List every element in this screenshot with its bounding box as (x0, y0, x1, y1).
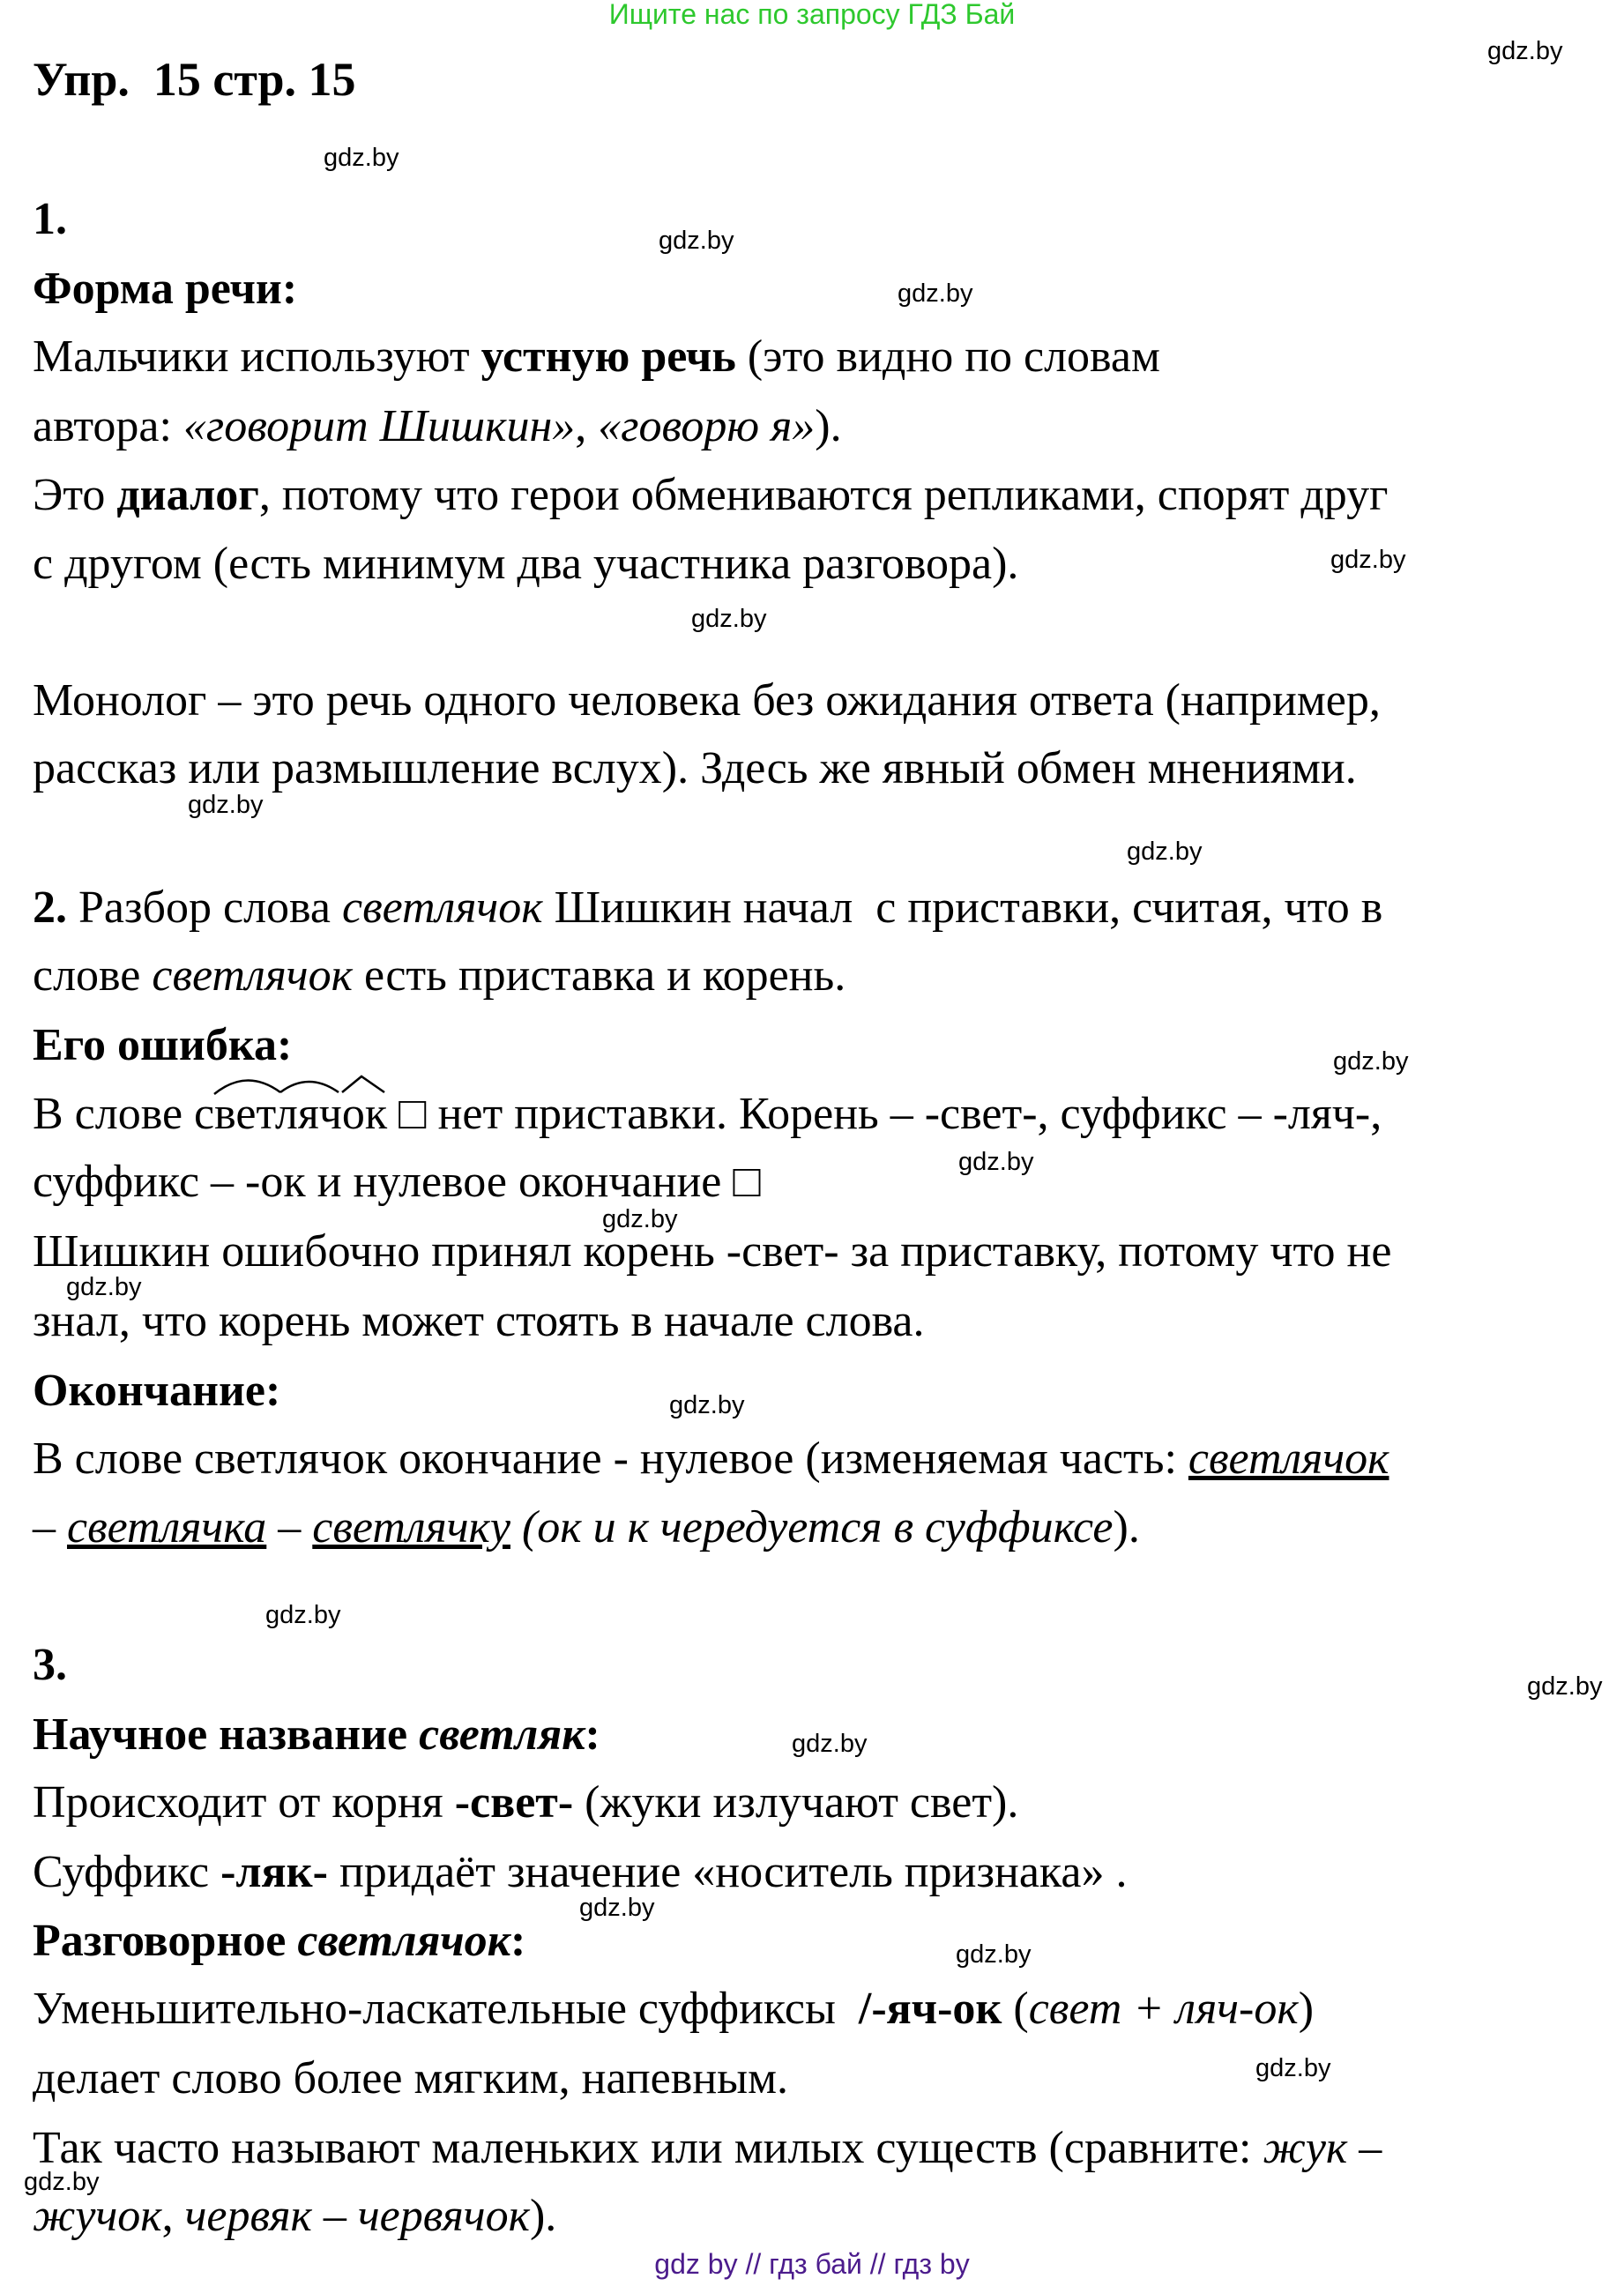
text-segment: автора: (33, 401, 183, 451)
text-segment: -ляк- (220, 1847, 328, 1897)
watermark-text: gdz.by (669, 1391, 745, 1419)
text-line (33, 1019, 292, 1072)
text-segment: – (266, 1502, 313, 1553)
text-segment: Уменьшительно-ласкательные суффиксы (33, 1984, 859, 2034)
text-segment: Форма речи: (33, 264, 298, 314)
text-line (33, 949, 846, 1002)
watermark-text: gdz.by (691, 605, 767, 633)
text-segment: делает слово более мягким, напевным. (33, 2053, 788, 2104)
text-segment: жучок (33, 2191, 162, 2241)
watermark-text: gdz.by (265, 1601, 341, 1629)
text-line (33, 674, 1381, 727)
text-line (33, 1709, 600, 1761)
text-line (33, 469, 1388, 522)
watermark-text: gdz.by (324, 144, 399, 172)
text-segment: В слове светлячок окончание - нулевое (изменяемая часть: (33, 1433, 1188, 1484)
text-segment: : (510, 1916, 526, 1966)
text-segment: светлячку (312, 1502, 510, 1553)
watermark-text: gdz.by (24, 2168, 100, 2196)
text-line (33, 2122, 1382, 2175)
text-segment: Суффикс (33, 1847, 221, 1897)
text-segment: (это видно по словам (735, 331, 1160, 382)
watermark-text: gdz.by (602, 1205, 678, 1233)
text-line (33, 263, 297, 316)
text-line (33, 1365, 280, 1418)
text-segment: (ок и к чередуется в суффиксе (510, 1502, 1114, 1553)
text-segment: Происходит от корня (33, 1777, 455, 1828)
text-segment: придаёт значение «носитель признака» . (327, 1847, 1128, 1897)
text-segment: червяк – червячок (184, 2191, 530, 2241)
watermark-text: gdz.by (579, 1894, 655, 1922)
text-segment: , (161, 2191, 185, 2241)
text-line (33, 1501, 1140, 1554)
text-segment: В слове светлячок □ нет приставки. Корень – -свет-, суффикс – -ляч-, (33, 1089, 1382, 1139)
text-segment: ). (815, 401, 842, 451)
text-line (33, 742, 1357, 795)
text-segment: светлячок (297, 1916, 511, 1966)
text-line (33, 1846, 1127, 1899)
watermark-text: gdz.by (659, 227, 734, 255)
text-segment: слове (33, 950, 153, 1001)
text-segment: -свет- (454, 1777, 574, 1828)
morpheme-arc-marks (212, 1071, 458, 1098)
text-segment: Шишкин начал с приставки, считая, что в (542, 882, 1383, 933)
text-segment: Окончание: (33, 1366, 281, 1416)
text-line (33, 882, 1382, 935)
text-line (33, 1295, 925, 1348)
watermark-text: gdz.by (958, 1148, 1034, 1176)
text-segment: Научное название (33, 1709, 420, 1760)
watermark-text: gdz.by (1330, 546, 1406, 574)
text-line (33, 1225, 1391, 1278)
text-segment: Так часто называют маленьких или милых существ (сравните: (33, 2123, 1263, 2173)
text-segment: 2. (33, 882, 67, 933)
text-segment: ). (529, 2191, 557, 2241)
watermark-text: gdz.by (1487, 37, 1563, 65)
watermark-text: gdz.by (188, 791, 264, 819)
text-line (33, 400, 842, 453)
text-line (33, 1433, 1389, 1486)
text-line (33, 193, 67, 246)
watermark-text: gdz.by (898, 279, 973, 308)
top-banner-link[interactable]: Ищите нас по запросу ГДЗ Бай (608, 0, 1016, 30)
text-segment: светлячок (152, 950, 353, 1001)
text-segment: Шишкин ошибочно принял корень -свет- за приставку, потому что не (33, 1226, 1392, 1277)
text-segment: суффикс – -ок и нулевое окончание □ (33, 1157, 761, 1207)
text-segment: Упр. 15 стр. 15 (33, 53, 356, 106)
text-line (33, 1983, 1314, 2036)
text-segment: свет + ляч-ок (1028, 1984, 1299, 2034)
text-line (33, 1776, 1018, 1829)
watermark-text: gdz.by (1527, 1672, 1603, 1701)
text-line (33, 331, 1160, 383)
text-segment: есть приставка и корень. (352, 950, 846, 1001)
page-title (33, 53, 356, 106)
watermark-text: gdz.by (956, 1940, 1032, 1969)
text-segment: Разбор слова (67, 882, 342, 933)
footer-links[interactable]: gdz by // гдз бай // гдз by (654, 2248, 970, 2280)
text-segment: светлячка (67, 1502, 267, 1553)
watermark-text: gdz.by (792, 1730, 868, 1758)
text-segment: /-яч-ок (858, 1984, 1002, 2034)
text-segment: 3. (33, 1640, 67, 1690)
text-segment: жук – (1263, 2123, 1382, 2173)
text-segment: – (33, 1502, 67, 1553)
text-segment: Разговорное (33, 1916, 298, 1966)
text-segment: светляк (419, 1709, 585, 1760)
text-segment: , (575, 401, 599, 451)
text-segment: знал, что корень может стоять в начале слова. (33, 1296, 925, 1346)
text-segment: Мальчики используют (33, 331, 481, 382)
text-segment: Монолог – это речь одного человека без ожидания ответа (например, (33, 675, 1381, 726)
text-line (33, 1915, 525, 1968)
text-segment: Это (33, 470, 117, 520)
text-line (33, 1639, 67, 1692)
text-line (33, 1156, 761, 1209)
text-segment: : (585, 1709, 600, 1760)
watermark-text: gdz.by (1127, 838, 1203, 866)
watermark-text: gdz.by (66, 1273, 142, 1301)
text-segment: , потому что герои обмениваются репликами, спорят друг (258, 470, 1389, 520)
text-segment: светлячок (1188, 1433, 1389, 1484)
text-segment: 1. (33, 194, 67, 244)
watermark-text: gdz.by (1255, 2054, 1331, 2082)
text-line (33, 2052, 788, 2105)
text-segment: (жуки излучают свет). (573, 1777, 1019, 1828)
text-line (33, 538, 1018, 591)
text-segment: «говорю я» (598, 401, 816, 451)
text-segment: Его ошибка: (33, 1020, 293, 1070)
watermark-text: gdz.by (1333, 1047, 1409, 1076)
text-segment: «говорит Шишкин» (183, 401, 576, 451)
text-segment: устную речь (480, 331, 736, 382)
text-segment: ( (1002, 1984, 1029, 2034)
text-segment: диалог (116, 470, 259, 520)
text-segment: ) (1298, 1984, 1315, 2034)
text-segment: ). (1113, 1502, 1140, 1553)
text-segment: рассказ или размышление вслух). Здесь же явный обмен мнениями. (33, 743, 1357, 793)
text-segment: с другом (есть минимум два участника разговора). (33, 539, 1019, 589)
text-segment: светлячок (341, 882, 543, 933)
text-line (33, 2190, 556, 2243)
